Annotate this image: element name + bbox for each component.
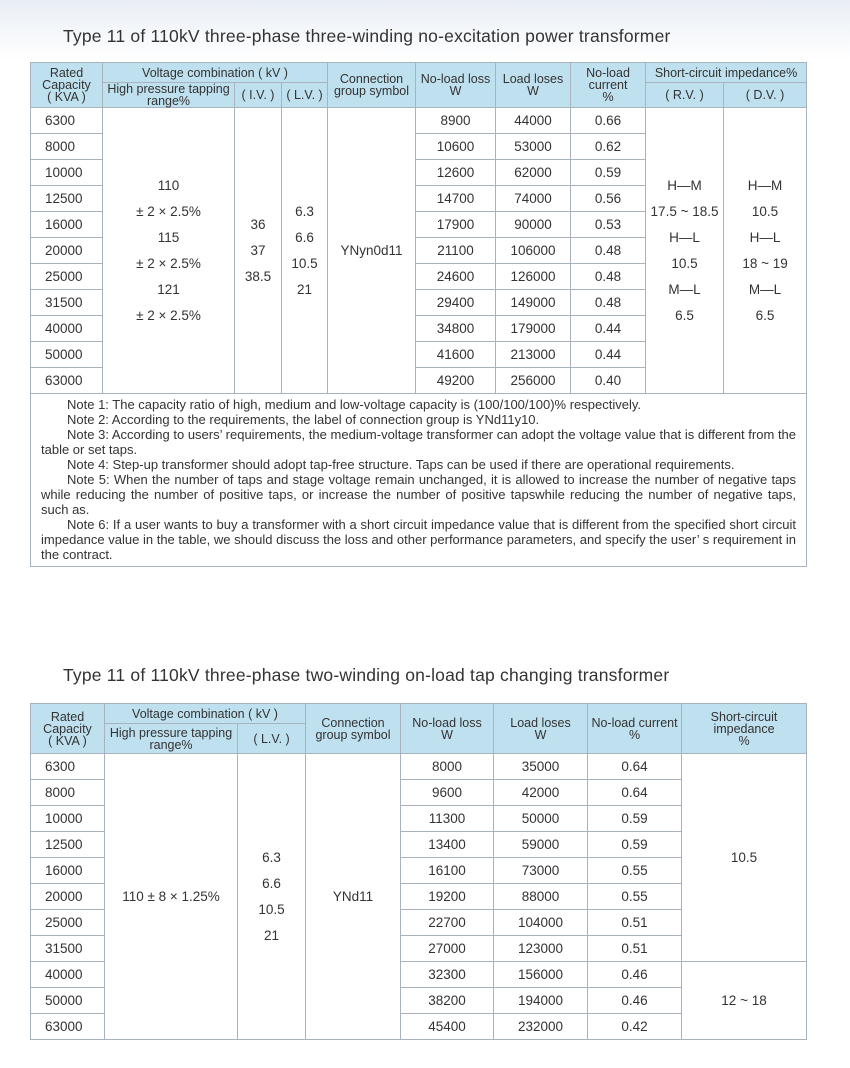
table-cell: 0.64	[588, 780, 682, 806]
table-cell: 10000	[31, 806, 105, 832]
table-cell: 126000	[496, 264, 571, 290]
t1-header-no-load-loss: No-load loss W	[416, 63, 496, 108]
table-cell: 6300	[31, 754, 105, 780]
t1-header-rated-capacity: Rated Capacity ( KVA )	[31, 63, 103, 108]
t1-header-connection: Connection group symbol	[328, 63, 416, 108]
table-cell: 20000	[31, 238, 103, 264]
table-cell: 40000	[31, 316, 103, 342]
t2-impedance-group1: 10.5	[682, 754, 807, 962]
table1	[30, 62, 807, 567]
note-4: Note 4: Step-up transformer should adopt tap-free structure. Taps can be used if there are operational requirements.	[67, 457, 735, 472]
table-cell: 12500	[31, 186, 103, 212]
table-cell: 24600	[416, 264, 496, 290]
t2-header-lv: ( L.V. )	[238, 724, 306, 754]
t1-header-short-circuit: Short-circuit impedance%	[646, 63, 807, 83]
table-cell: 10600	[416, 134, 496, 160]
t1-header-rv: ( R.V. )	[646, 83, 724, 108]
t1-header-dv: ( D.V. )	[724, 83, 807, 108]
table-cell: 106000	[496, 238, 571, 264]
t2-header-load-loses: Load loses W	[494, 704, 588, 754]
table-cell: 17900	[416, 212, 496, 238]
note-2: Note 2: According to the requirements, the label of connection group is YNd11y10.	[67, 412, 540, 427]
table-cell: 0.59	[571, 160, 646, 186]
table-cell: 0.44	[571, 342, 646, 368]
table-cell: 0.42	[588, 1014, 682, 1040]
t2-header-no-load-loss: No-load loss W	[401, 704, 494, 754]
table-cell: 14700	[416, 186, 496, 212]
t1-high-pressure-cell: 110 ± 2 × 2.5% 115 ± 2 × 2.5% 121 ± 2 × 2.5%	[103, 108, 235, 394]
table-cell: 19200	[401, 884, 494, 910]
table-cell: 13400	[401, 832, 494, 858]
t2-impedance-group2: 12 ~ 18	[682, 962, 807, 1040]
table-cell: 0.40	[571, 368, 646, 394]
t1-dv-cell: H—M 10.5 H—L 18 ~ 19 M—L 6.5	[724, 108, 807, 394]
t1-notes	[31, 394, 807, 567]
table-cell: 25000	[31, 910, 105, 936]
t2-high-pressure-cell: 110 ± 8 × 1.25%	[105, 754, 238, 1040]
table-cell: 16100	[401, 858, 494, 884]
table-cell: 12600	[416, 160, 496, 186]
table-cell: 88000	[494, 884, 588, 910]
t2-header-voltage-combination: Voltage combination ( kV )	[105, 704, 306, 724]
table-cell: 194000	[494, 988, 588, 1014]
table-cell: 53000	[496, 134, 571, 160]
table2	[30, 703, 807, 1040]
table-cell: 10000	[31, 160, 103, 186]
table-cell: 20000	[31, 884, 105, 910]
table-cell: 256000	[496, 368, 571, 394]
table-cell: 0.48	[571, 264, 646, 290]
table-cell: 40000	[31, 962, 105, 988]
table-cell: 8900	[416, 108, 496, 134]
table2-title: Type 11 of 110kV three-phase two-winding on-load tap changing transformer	[63, 665, 670, 685]
table-cell: 59000	[494, 832, 588, 858]
table-cell: 9600	[401, 780, 494, 806]
table-cell: 29400	[416, 290, 496, 316]
table-cell: 31500	[31, 936, 105, 962]
t2-header-connection: Connection group symbol	[306, 704, 401, 754]
table-cell: 0.48	[571, 290, 646, 316]
table-cell: 0.44	[571, 316, 646, 342]
table-cell: 156000	[494, 962, 588, 988]
table-cell: 50000	[31, 988, 105, 1014]
table-cell: 41600	[416, 342, 496, 368]
table-cell: 38200	[401, 988, 494, 1014]
table-cell: 16000	[31, 858, 105, 884]
table-cell: 6300	[31, 108, 103, 134]
table-cell: 8000	[31, 780, 105, 806]
table-cell: 11300	[401, 806, 494, 832]
table-cell: 63000	[31, 1014, 105, 1040]
note-3: Note 3: According to users’ requirements, the medium-voltage transformer can adopt the voltage value that is different from the table or set taps.	[41, 427, 797, 457]
table-cell: 25000	[31, 264, 103, 290]
t1-header-lv: ( L.V. )	[282, 83, 328, 108]
t1-header-voltage-combination: Voltage combination ( kV )	[103, 63, 328, 83]
table-cell: 0.66	[571, 108, 646, 134]
table-cell: 123000	[494, 936, 588, 962]
table-cell: 74000	[496, 186, 571, 212]
table-cell: 63000	[31, 368, 103, 394]
table-cell: 31500	[31, 290, 103, 316]
t2-header-no-load-current: No-load current %	[588, 704, 682, 754]
table-cell: 8000	[401, 754, 494, 780]
table-cell: 50000	[31, 342, 103, 368]
table-cell: 32300	[401, 962, 494, 988]
table-cell: 62000	[496, 160, 571, 186]
table-cell: 16000	[31, 212, 103, 238]
note-5: Note 5: When the number of taps and stage voltage remain unchanged, it is allowed to increase the number of negative taps while reducing the number of positive taps, or increase the number of positive tapswhile reducing the number of negative taps, such as.	[41, 472, 797, 517]
table-cell: 50000	[494, 806, 588, 832]
table-cell: 0.55	[588, 858, 682, 884]
table-cell: 0.55	[588, 884, 682, 910]
table-cell: 0.46	[588, 988, 682, 1014]
table-cell: 22700	[401, 910, 494, 936]
table-cell: 179000	[496, 316, 571, 342]
t1-lv-cell: 6.3 6.6 10.5 21	[282, 108, 328, 394]
table-cell: 35000	[494, 754, 588, 780]
table-cell: 213000	[496, 342, 571, 368]
table-cell: 0.51	[588, 910, 682, 936]
t1-connection-cell: YNyn0d11	[328, 108, 416, 394]
t2-header-short-circuit: Short-circuit impedance %	[682, 704, 807, 754]
table-cell: 0.56	[571, 186, 646, 212]
t1-header-high-pressure: High pressure tapping range%	[103, 83, 235, 108]
table-cell: 34800	[416, 316, 496, 342]
t2-connection-cell: YNd11	[306, 754, 401, 1040]
table-cell: 44000	[496, 108, 571, 134]
table-cell: 45400	[401, 1014, 494, 1040]
table-cell: 8000	[31, 134, 103, 160]
t1-iv-cell: 36 37 38.5	[235, 108, 282, 394]
table-cell: 149000	[496, 290, 571, 316]
t2-header-rated-capacity: Rated Capacity ( KVA )	[31, 704, 105, 754]
table-cell: 0.64	[588, 754, 682, 780]
table-cell: 232000	[494, 1014, 588, 1040]
table-cell: 0.59	[588, 832, 682, 858]
table-cell: 49200	[416, 368, 496, 394]
table-cell: 90000	[496, 212, 571, 238]
t1-header-load-loses: Load loses W	[496, 63, 571, 108]
table-cell: 0.59	[588, 806, 682, 832]
t2-header-high-pressure: High pressure tapping range%	[105, 724, 238, 754]
table-cell: 12500	[31, 832, 105, 858]
table-cell: 104000	[494, 910, 588, 936]
note-6: Note 6: If a user wants to buy a transformer with a short circuit impedance value that is different from the specified short circuit impedance value in the table, we should discuss the loss and other performance parameters, and specify the user’ s requirement in the contract.	[41, 517, 797, 562]
note-1: Note 1: The capacity ratio of high, medium and low-voltage capacity is (100/100/100)% respectively.	[67, 397, 641, 412]
table-cell: 0.53	[571, 212, 646, 238]
table-cell: 27000	[401, 936, 494, 962]
table-cell: 0.62	[571, 134, 646, 160]
table-cell: 0.51	[588, 936, 682, 962]
table-cell: 21100	[416, 238, 496, 264]
table-cell: 0.46	[588, 962, 682, 988]
table-cell: 0.48	[571, 238, 646, 264]
table-cell: 73000	[494, 858, 588, 884]
t1-rv-cell: H—M 17.5 ~ 18.5 H—L 10.5 M—L 6.5	[646, 108, 724, 394]
t1-header-no-load-current: No-load current %	[571, 63, 646, 108]
t1-header-iv: ( I.V. )	[235, 83, 282, 108]
t2-lv-cell: 6.3 6.6 10.5 21	[238, 754, 306, 1040]
table1-title: Type 11 of 110kV three-phase three-winding no-excitation power transformer	[63, 26, 671, 46]
table-cell: 42000	[494, 780, 588, 806]
